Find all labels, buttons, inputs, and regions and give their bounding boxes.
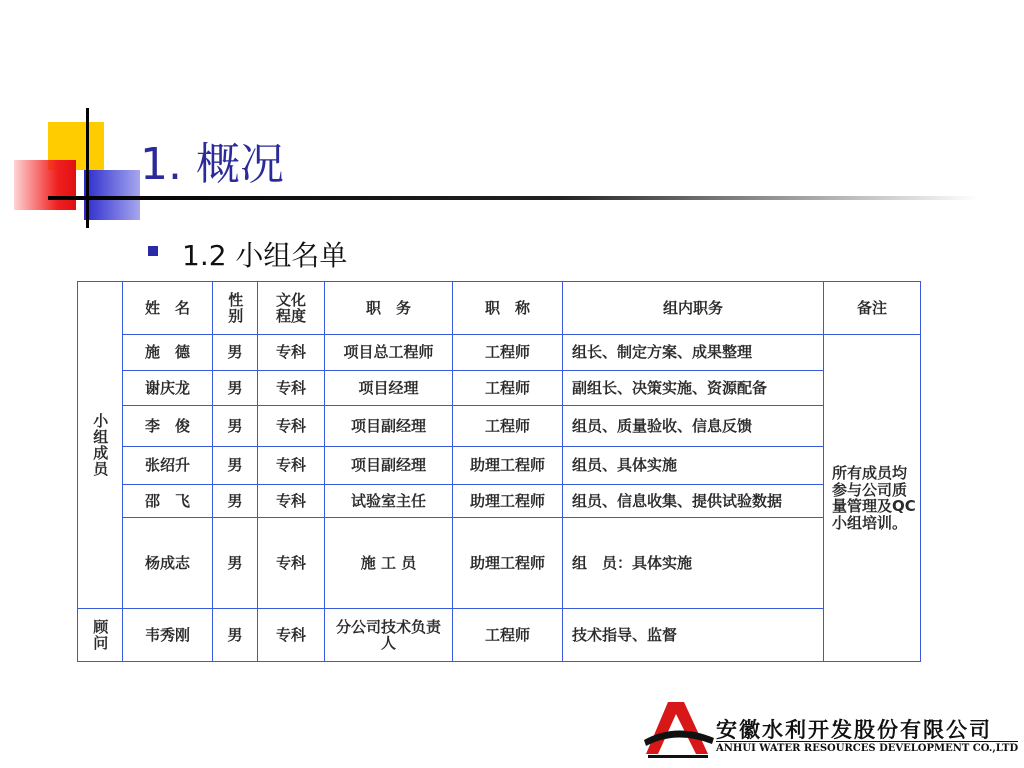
header-position: 职 务	[325, 282, 453, 335]
company-name-en: ANHUI WATER RESOURCES DEVELOPMENT CO.,LTD	[716, 743, 1019, 754]
cell-title: 工程师	[453, 406, 563, 447]
cell-position: 施 工 员	[325, 518, 453, 609]
cell-name: 李 俊	[123, 406, 213, 447]
cell-position: 项目经理	[325, 371, 453, 406]
cell-gender: 男	[213, 518, 258, 609]
cell-education: 专科	[258, 485, 325, 518]
cell-education: 专科	[258, 447, 325, 485]
company-name-cn: 安徽水利开发股份有限公司	[716, 718, 992, 742]
cell-title: 工程师	[453, 371, 563, 406]
cell-education: 专科	[258, 335, 325, 371]
title-underline	[48, 196, 978, 200]
cell-name: 杨成志	[123, 518, 213, 609]
cell-name: 谢庆龙	[123, 371, 213, 406]
cell-name: 施 德	[123, 335, 213, 371]
decor-vertical-line	[86, 108, 89, 228]
slide-title: 1. 概况	[140, 139, 284, 190]
header-title: 职 称	[453, 282, 563, 335]
cell-title: 工程师	[453, 335, 563, 371]
cell-gender: 男	[213, 609, 258, 662]
slide-subtitle: 1.2 小组名单	[182, 239, 348, 272]
cell-education: 专科	[258, 609, 325, 662]
cell-title: 助理工程师	[453, 447, 563, 485]
header-gender: 性别	[213, 282, 258, 335]
cell-role: 组长、制定方案、成果整理	[563, 335, 824, 371]
cell-gender: 男	[213, 447, 258, 485]
group-members-label: 小组成员	[91, 413, 110, 477]
header-role: 组内职务	[563, 282, 824, 335]
decor-blue-square	[84, 170, 140, 220]
table-row-advisor	[78, 609, 921, 662]
cell-role: 组员、质量验收、信息反馈	[563, 406, 824, 447]
cell-gender: 男	[213, 485, 258, 518]
cell-role: 副组长、决策实施、资源配备	[563, 371, 824, 406]
table-row	[78, 518, 921, 609]
advisor-cell	[78, 609, 123, 662]
cell-position: 项目副经理	[325, 406, 453, 447]
cell-title: 助理工程师	[453, 485, 563, 518]
header-note: 备注	[824, 282, 921, 335]
advisor-label: 顾问	[91, 619, 110, 651]
cell-position: 项目总工程师	[325, 335, 453, 371]
table-header-row	[78, 282, 921, 335]
cell-title: 工程师	[453, 609, 563, 662]
header-education: 文化程度	[258, 282, 325, 335]
cell-title: 助理工程师	[453, 518, 563, 609]
table-row	[78, 406, 921, 447]
cell-role: 技术指导、监督	[563, 609, 824, 662]
group-members-cell	[78, 282, 123, 609]
bullet-square-icon	[148, 246, 158, 256]
cell-education: 专科	[258, 518, 325, 609]
cell-education: 专科	[258, 371, 325, 406]
cell-note: 所有成员均参与公司质量管理及QC小组培训。	[824, 335, 921, 662]
cell-role: 组 员：具体实施	[563, 518, 824, 609]
cell-gender: 男	[213, 335, 258, 371]
table-row	[78, 335, 921, 371]
cell-position: 项目副经理	[325, 447, 453, 485]
cell-name: 张绍升	[123, 447, 213, 485]
table-row	[78, 485, 921, 518]
table-row	[78, 371, 921, 406]
cell-education: 专科	[258, 406, 325, 447]
cell-gender: 男	[213, 406, 258, 447]
cell-name: 韦秀刚	[123, 609, 213, 662]
group-roster-table	[77, 281, 921, 662]
cell-role: 组员、信息收集、提供试验数据	[563, 485, 824, 518]
decor-red-square	[14, 160, 76, 210]
cell-position: 分公司技术负责人	[325, 609, 453, 662]
cell-gender: 男	[213, 371, 258, 406]
cell-position: 试验室主任	[325, 485, 453, 518]
cell-name: 邵 飞	[123, 485, 213, 518]
cell-role: 组员、具体实施	[563, 447, 824, 485]
header-name: 姓 名	[123, 282, 213, 335]
table-row	[78, 447, 921, 485]
